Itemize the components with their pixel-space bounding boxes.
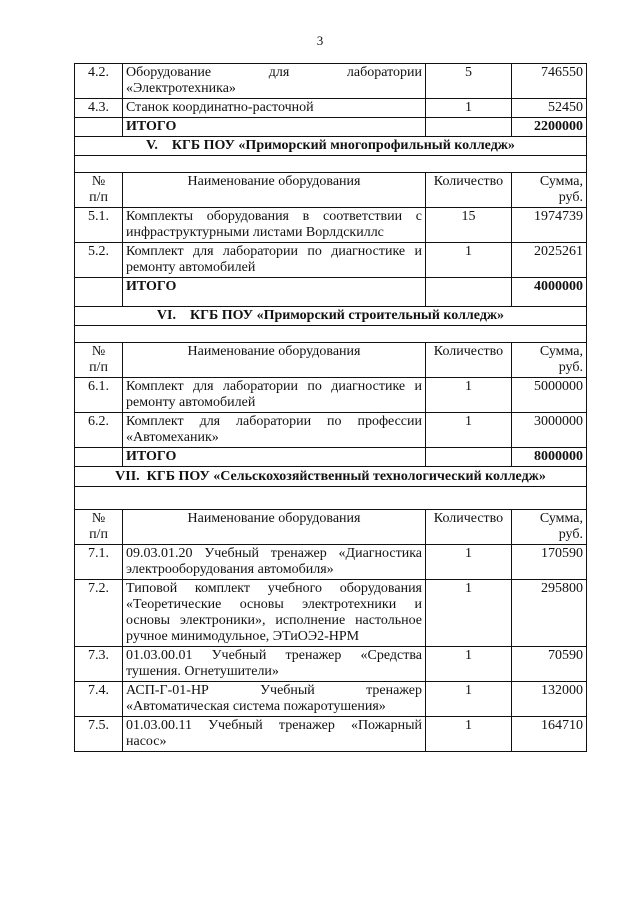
page-number: 3 (316, 33, 324, 48)
row-number: 5.2. (75, 243, 123, 278)
table-row (75, 545, 587, 580)
header-name: Наименование оборудования (123, 343, 426, 378)
header-quantity: Количество (426, 510, 512, 545)
header-sum: Сумма, руб. (512, 343, 587, 378)
total-label: ИТОГО (123, 118, 426, 137)
row-quantity: 1 (426, 243, 512, 278)
section-title: VI. КГБ ПОУ «Приморский строительный колледж» (75, 307, 587, 326)
row-sum: 132000 (512, 682, 587, 717)
row-name: 01.03.00.11 Учебный тренажер «Пожарный насос» (123, 717, 426, 752)
table-row (75, 378, 587, 413)
table-row (75, 64, 587, 99)
row-number: 5.1. (75, 208, 123, 243)
table-row (75, 208, 587, 243)
row-name: Комплект для лаборатории по диагностике и ремонту автомобилей (123, 378, 426, 413)
table-row (75, 413, 587, 448)
section-heading (75, 307, 587, 326)
row-quantity: 1 (426, 580, 512, 647)
row-quantity: 5 (426, 64, 512, 99)
row-number: 4.2. (75, 64, 123, 99)
total-sum: 8000000 (512, 448, 587, 467)
total-sum: 2200000 (512, 118, 587, 137)
row-sum: 164710 (512, 717, 587, 752)
row-quantity: 1 (426, 413, 512, 448)
section-heading (75, 467, 587, 487)
header-sum: Сумма, руб. (512, 510, 587, 545)
row-number: 6.1. (75, 378, 123, 413)
row-sum: 295800 (512, 580, 587, 647)
header-name: Наименование оборудования (123, 173, 426, 208)
row-name: Станок координатно-расточной (123, 99, 426, 118)
row-sum: 2025261 (512, 243, 587, 278)
header-name: Наименование оборудования (123, 510, 426, 545)
row-sum: 5000000 (512, 378, 587, 413)
row-name: АСП-Г-01-НР Учебный тренажер «Автоматическая система пожаротушения» (123, 682, 426, 717)
table-row (75, 717, 587, 752)
header-quantity: Количество (426, 173, 512, 208)
row-sum: 70590 (512, 647, 587, 682)
row-sum: 1974739 (512, 208, 587, 243)
row-number: 6.2. (75, 413, 123, 448)
row-number: 7.3. (75, 647, 123, 682)
row-quantity: 1 (426, 545, 512, 580)
row-name: 01.03.00.01 Учебный тренажер «Средства тушения. Огнетушители» (123, 647, 426, 682)
table-row (75, 99, 587, 118)
header-number: № п/п (75, 510, 123, 545)
row-name: Оборудование для лаборатории «Электротехника» (123, 64, 426, 99)
table-row (75, 647, 587, 682)
total-row (75, 448, 587, 467)
row-sum: 746550 (512, 64, 587, 99)
row-quantity: 1 (426, 682, 512, 717)
row-number: 4.3. (75, 99, 123, 118)
table-row (75, 580, 587, 647)
row-name: Комплекты оборудования в соответствии с инфраструктурными листами Ворлдскиллс (123, 208, 426, 243)
total-sum: 4000000 (512, 278, 587, 307)
row-quantity: 1 (426, 647, 512, 682)
row-name: Типовой комплект учебного оборудования «Теоретические основы электротехники и основы электроники», исполнение настольное ручное минимодульное, ЭТиОЭ2-НРМ (123, 580, 426, 647)
header-sum: Сумма, руб. (512, 173, 587, 208)
row-quantity: 1 (426, 717, 512, 752)
row-number: 7.1. (75, 545, 123, 580)
row-quantity: 1 (426, 378, 512, 413)
row-quantity: 15 (426, 208, 512, 243)
header-row (75, 510, 587, 545)
header-row (75, 173, 587, 208)
equipment-table (74, 63, 587, 752)
row-sum: 52450 (512, 99, 587, 118)
header-quantity: Количество (426, 343, 512, 378)
row-name: Комплект для лаборатории по диагностике и ремонту автомобилей (123, 243, 426, 278)
row-name: 09.03.01.20 Учебный тренажер «Диагностика электрооборудования автомобиля» (123, 545, 426, 580)
header-number: № п/п (75, 173, 123, 208)
row-name: Комплект для лаборатории по профессии «Автомеханик» (123, 413, 426, 448)
row-sum: 3000000 (512, 413, 587, 448)
section-title: V. КГБ ПОУ «Приморский многопрофильный колледж» (75, 137, 587, 156)
row-quantity: 1 (426, 99, 512, 118)
section-heading (75, 137, 587, 156)
header-number: № п/п (75, 343, 123, 378)
row-sum: 170590 (512, 545, 587, 580)
row-number: 7.5. (75, 717, 123, 752)
total-label: ИТОГО (123, 278, 426, 307)
section-title: VII. КГБ ПОУ «Сельскохозяйственный технологический колледж» (75, 467, 587, 487)
total-label: ИТОГО (123, 448, 426, 467)
row-number: 7.4. (75, 682, 123, 717)
row-number: 7.2. (75, 580, 123, 647)
total-row (75, 118, 587, 137)
header-row (75, 343, 587, 378)
table-row (75, 243, 587, 278)
table-row (75, 682, 587, 717)
total-row (75, 278, 587, 307)
